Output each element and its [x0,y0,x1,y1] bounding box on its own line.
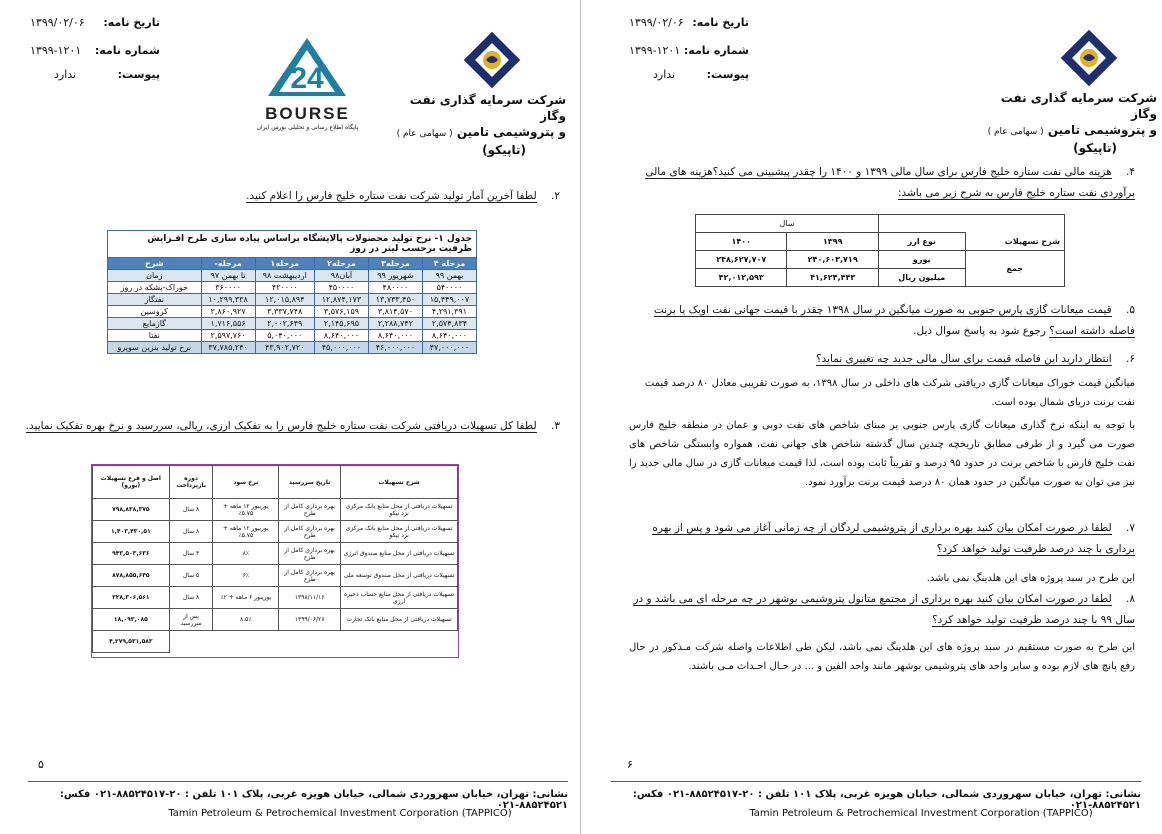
table-cell: ۱۲,۸۷۴,۱۷۳ [314,294,368,306]
table-cell: ۴۶,۰۰۰,۰۰۰ [368,342,422,354]
bourse-tagline: پایگاه اطلاع رسانی و تحلیلی بورس ایران [256,124,359,131]
table-cell: ۲,۰۰۲,۶۴۹ [255,318,314,330]
number-label: شماره نامه: [683,44,749,57]
value-cell: ۴۱,۶۲۴,۴۴۳ [787,269,878,287]
table-cell: ۴۳,۹۰۲,۷۲۰ [255,342,314,354]
number-value: ۱۳۹۹-۱۲۰۱ [629,44,681,57]
tappico-logo [462,30,522,90]
table-cell: ۲,۲۸۸,۷۴۲ [368,318,422,330]
table-cell: تسهیلات دریافتی از محل صندوق توسعه ملی [341,565,458,587]
table-cell: ۸۷۸,۸۵۵,۶۴۵ [93,565,170,587]
question-5 [629,300,1135,342]
table-cell: ۲,۸۶۰,۹۲۷ [201,306,255,318]
document-page-6 [581,0,1162,834]
table-cell: بهره برداری کامل از طرح [279,565,341,587]
table-cell: ۳۷,۷۸۵,۲۴۰ [201,342,255,354]
question-6-text: انتظار دارید این فاصله قیمت برای سال مالی جدید چه تغییری نماید؟ [815,353,1112,365]
table-cell: ۴۸۰۰۰۰ [368,282,422,294]
table-cell: ۳۲۸,۳۰۶,۵۶۱ [93,587,170,609]
table-cell: تسهیلات دریافتی از محل منابع بانک مرکزی نزد نیکو [341,499,458,521]
company-abbr: (تاپیکو) [482,143,526,157]
document-page-5 [0,0,580,834]
finance-cost-table-wrap [695,214,1065,287]
question-3 [20,416,560,437]
question-6-number: ۶. [1126,353,1135,365]
table-cell: تسهیلات دریافتی از محل منابع حساب ذخیره ارزی [341,587,458,609]
table-row [108,294,477,306]
table-cell: ۴۵۰۰۰۰ [314,282,368,294]
table-cell: ۸ سال [169,499,213,521]
table-cell: شهریور ۹۹ [368,270,422,282]
table-cell: ۸٪ [213,543,279,565]
attach-label: پیوست: [706,68,749,81]
table-cell: ۴۷,۰۰۰,۰۰۰ [422,342,476,354]
year-1400-header: ۱۴۰۰ [696,233,787,251]
tappico-logo [1059,28,1119,88]
attach-value: ندارد [54,68,77,81]
footer-company-english: Tamin Petroleum & Petrochemical Investment Corporation (TAPPICO) [168,808,512,819]
table-cell: پس از سررسید [169,609,213,631]
bourse-emblem-icon [250,36,365,100]
table-cell: ۱,۴۰۳,۴۳۰,۵۱ [93,521,170,543]
table-cell: ۸,۶۴۰,۰۰۰ [314,330,368,342]
facilities-total: ۴,۲۷۹,۵۳۱,۵۸۳ [93,631,170,653]
table-cell: بهره برداری کامل از طرح [279,499,341,521]
value-cell: ۲۴۸,۶۲۷,۷۰۷ [696,251,787,269]
table-cell: ۳,۳۳۷,۷۴۸ [255,306,314,318]
letter-meta [629,16,749,86]
question-7-text: لطفا در صورت امکان بیان کنید بهره برداری از پتروشیمی لردگان از چه زمانی آغاز می شود و پس از بهره برداری با چند درصد ظرفیت تولید خواهد کرد؟ [652,522,1135,555]
date-label: تاریخ نامه: [692,16,749,29]
table-cell: ۲,۵۷۴,۸۳۴ [422,318,476,330]
question-3-number: ۳. [551,420,560,432]
prod-header: مرحله- [201,258,255,270]
question-8 [629,589,1135,631]
table-cell: تا بهمن ۹۷ [201,270,255,282]
table-row [108,342,477,354]
table-cell: ۱۵,۴۴۹,۰۰۷ [422,294,476,306]
table-cell: نفتا [108,330,202,342]
answer-6-paragraph-1: میانگین قیمت خوراک میعانات گازی دریافتی شرکت های داخلی در سال ۱۳۹۸، به صورت تقریبی معادل ۸۰ درصد قیمت نفت برنت دریای شمال بوده است. [644,378,1135,408]
question-8-text: لطفا در صورت امکان بیان کنید بهره برداری از مجتمع متانول پتروشیمی بوشهر در چه مرحله ای می باشد و در سال ۹۹ با چند درصد ظرفیت تولید خواهد کرد؟ [633,593,1135,626]
table-cell: ۲,۵۹۷,۷۶۰ [201,330,255,342]
date-value: ۱۳۹۹/۰۲/۰۶ [629,16,684,29]
production-table [107,230,477,354]
company-type: ( سهامی عام ) [396,129,453,139]
table-cell: خوراک-بشکه در روز [108,282,202,294]
number-value: ۱۳۹۹-۱۲۰۱ [30,44,82,57]
question-5-text: قیمت میعانات گازی پارس جنوبی به صورت میانگین در سال ۱۳۹۸ چقدر با قیمت جهانی نفت اویک یا برنت فاصله داشته است؟ [653,304,1135,337]
table-cell: ۸,۶۴۰,۰۰۰ [368,330,422,342]
table-row [108,306,477,318]
company-line2: و پتروشیمی تامین [1047,123,1157,137]
bourse-number: 24 [290,62,324,95]
production-table-wrap [107,230,477,354]
table-cell: ۵,۰۴۰,۰۰۰ [255,330,314,342]
table-cell: ۶٪ [213,565,279,587]
facilities-header: اصل و فرع تسهیلات (یورو) [93,466,170,499]
year-header: سال [696,215,879,233]
table-row [108,330,477,342]
table-cell: ۸.۵٪ [213,609,279,631]
question-3-text: لطفا کل تسهیلات دریافتی شرکت نفت ستاره خلیج فارس را به تفکیک ارزی، ریالی، سررسید و نرخ بهره تفکیک نمایید. [25,420,537,432]
table-row [108,270,477,282]
table-cell: ۳ سال [169,543,213,565]
table-row [93,609,458,631]
tappico-emblem-icon [1059,28,1119,88]
prod-header: مرحله۱ [255,258,314,270]
facilities-header: شرح تسهیلات [341,466,458,499]
prod-header: مرحله۳ [368,258,422,270]
page-number: ۵ [38,758,44,771]
number-label: شماره نامه: [94,44,160,57]
table-cell: گازمایع [108,318,202,330]
table-cell: آبان۹۸ [314,270,368,282]
company-line1: شرکت سرمایه گذاری نفت وگاز [409,93,566,123]
page-number: ۶ [627,758,633,771]
total-label: جمع [965,251,1064,287]
table-cell: ۱۸,۰۹۳,۰۸۵ [93,609,170,631]
footer-company-english: Tamin Petroleum & Petrochemical Investment Corporation (TAPPICO) [749,808,1093,819]
company-name [971,90,1157,156]
facilities-table-frame [91,464,459,658]
attach-label: پیوست: [117,68,160,81]
company-type: ( سهامی عام ) [987,127,1044,137]
company-line1: شرکت سرمایه گذاری نفت وگاز [1000,91,1157,121]
facilities-header: نرخ سود [213,466,279,499]
table-cell: ۹۴۳,۵۰۳,۶۳۶ [93,543,170,565]
table-cell: بهره برداری کامل از طرح [279,543,341,565]
table-cell: ۸ سال [169,587,213,609]
currency-header: نوع ارز [878,233,965,251]
table-cell: ۴,۲۹۱,۳۹۱ [422,306,476,318]
footer-address: نشانی: تهران، خیابان سهروردی شمالی، خیابان هویزه غربی، پلاک ۱۰۱ تلفن : ۲۰-۸۸۵۲۴۵۱۷-۰۲۱ فکس: ۸۸۵۲۴۵۲۱-۰۲۱ [59,789,568,811]
answer-8: این طرح به صورت مستقیم در سبد پروژه های این هلدینگ نمی باشد، لیکن طی اطلاعات واصله شرکت مـذکور در حال رفع پانچ های لازم بوده و سایر واحد های پتروشیمی بوشهر مانند واحد الفین و ... در حـال احـداث مـی باشند. [629,642,1135,672]
table-cell: تسهیلات دریافتی از محل منابع صندوق انرژی [341,543,458,565]
table-cell: ۸ سال [169,521,213,543]
facilities-table [92,465,458,653]
question-6 [629,349,1135,370]
year-1399-header: ۱۳۹۹ [787,233,878,251]
company-line2: و پتروشیمی تامین [456,125,566,139]
prod-header: شرح [108,258,202,270]
currency-cell: یورو [878,251,965,269]
currency-cell: میلیون ریال [878,269,965,287]
table-cell: ۱۲,۰۱۵,۸۹۴ [255,294,314,306]
table-row [93,565,458,587]
table-cell: ۷۹۸,۸۳۸,۳۷۵ [93,499,170,521]
table-cell: نرخ تولید بنزین سوپرو [108,342,202,354]
table-cell: ۱,۷۱۶,۵۵۶ [201,318,255,330]
table-cell: ۱۳۹۹/۰۶/۲۸ [279,609,341,631]
table-cell: ۴۵,۰۰۰,۰۰۰ [314,342,368,354]
table-cell: اردیبهشت ۹۸ [255,270,314,282]
table-cell: بهمن ۹۹ [422,270,476,282]
footer-rule [611,781,1141,782]
table-cell: ۳,۸۱۴,۵۷۰ [368,306,422,318]
table-cell: ۱۰,۲۹۹,۳۳۸ [201,294,255,306]
value-cell: ۴۲,۰۱۲,۵۹۳ [696,269,787,287]
question-7-number: ۷. [1126,522,1135,534]
question-2 [20,186,560,207]
question-4-text: هزینه مالی نفت ستاره خلیج فارس برای سال مالی ۱۳۹۹ و ۱۴۰۰ را چقدر پیشبینی می کنید؟هزینه های مالی برآوردی نفت ستاره خلیج فارس به شرح زیر می باشد: [645,166,1135,199]
question-5-answer: رجوع شود به پاسخ سوال ذیل. [913,325,1046,337]
question-7 [629,518,1135,560]
table-cell: یوریبور ۶ ماهه + ۲٪ [213,587,279,609]
answer-6-paragraph-2: با توجه به اینکه نرخ گذاری میعانات گازی پارس جنوبی بر مبنای شاخص های نفت دوبی و عمان در منطقه خلیج فارس صورت می گیرد و از طرفی مطابق تاریخچه چندین سال گذشته شاخص های جهانی نفت، همواره وابستگی شاخص های نفت خلیج فارس با شاخص برنت در حدود ۹۵ درصد و تقریباً ثابت بوده است، لذا قیمت میعانات گازی در سال مالی جدید را نیز می توان به صورت میانگین در حدود همان ۸۰ درصد قیمت برنت برآورد نمود. [629,420,1135,488]
question-4 [629,162,1135,204]
table-cell: ۸,۶۴۰,۰۰۰ [422,330,476,342]
table-cell: ۳,۵۷۶,۱۵۹ [314,306,368,318]
company-abbr: (تاپیکو) [1073,141,1117,155]
bourse-wordmark: BOURSE [265,104,350,123]
table-cell: یوریبور ۱۲ ماهه + ۵.۷۵٪ [213,521,279,543]
footer-address: نشانی: تهران، خیابان سهروردی شمالی، خیابان هویزه غربی، پلاک ۱۰۱ تلفن : ۲۰-۸۸۵۲۴۵۱۷-۰۲۱ فکس: ۸۸۵۲۴۵۲۱-۰۲۱ [632,789,1141,811]
table-cell: ۳۶۰۰۰۰ [201,282,255,294]
finance-cost-table [695,214,1065,287]
table-cell: بهره برداری کامل از طرح [279,521,341,543]
table-cell: تسهیلات دریافتی از محل منابع بانک مرکزی نزد نیکو [341,521,458,543]
production-table-caption: جدول ۱- نرخ تولید محصولات پالایشگاه براساس پیاده سازی طرح افـزایش ظرفیت برحسب لیتر در روز [108,231,477,258]
table-cell: تسهیلات دریافتی از محل منابع بانک تجارت [341,609,458,631]
question-4-number: ۴. [1126,166,1135,178]
table-cell: ۱۳,۷۳۳,۴۵۰ [368,294,422,306]
table-cell: کروسین [108,306,202,318]
table-cell: ۱۳۹۸/۱۱/۱۶ [279,587,341,609]
table-cell: زمان [108,270,202,282]
table-cell: ۴۲۰۰۰۰ [255,282,314,294]
date-value: ۱۳۹۹/۰۲/۰۶ [30,16,85,29]
table-row [93,499,458,521]
tappico-emblem-icon [462,30,522,90]
desc-header: شرح تسهیلات [965,233,1064,251]
question-8-number: ۸. [1126,593,1135,605]
table-cell: ۵ سال [169,565,213,587]
table-cell: ۵۴۰۰۰۰ [422,282,476,294]
answer-7: این طرح در سبد پروژه های این هلدینگ نمی باشد. [926,573,1135,584]
date-label: تاریخ نامه: [103,16,160,29]
table-row [93,587,458,609]
footer-rule [28,781,568,782]
table-cell: یوریبور ۱۲ ماهه + ۵.۷۵٪ [213,499,279,521]
company-name [380,92,566,158]
table-cell: ۲,۱۴۵,۶۹۵ [314,318,368,330]
table-row [108,282,477,294]
table-row [93,521,458,543]
table-cell: نفتگاز [108,294,202,306]
letter-meta [30,16,160,86]
table-row [93,543,458,565]
table-row [108,318,477,330]
prod-header: مرحله۲ [314,258,368,270]
facilities-header: دوره بازپرداخت [169,466,213,499]
question-2-number: ۲. [551,190,560,202]
attach-value: ندارد [653,68,676,81]
facilities-header: تاریخ سررسید [279,466,341,499]
bourse-logo [250,36,365,131]
question-2-text: لطفا آخرین آمار تولید شرکت نفت ستاره خلیج فارس را اعلام کنید. [246,190,537,202]
prod-header: مرحله ۴ [422,258,476,270]
question-5-number: ۵. [1126,304,1135,316]
value-cell: ۲۴۰,۶۰۳,۷۱۹ [787,251,878,269]
